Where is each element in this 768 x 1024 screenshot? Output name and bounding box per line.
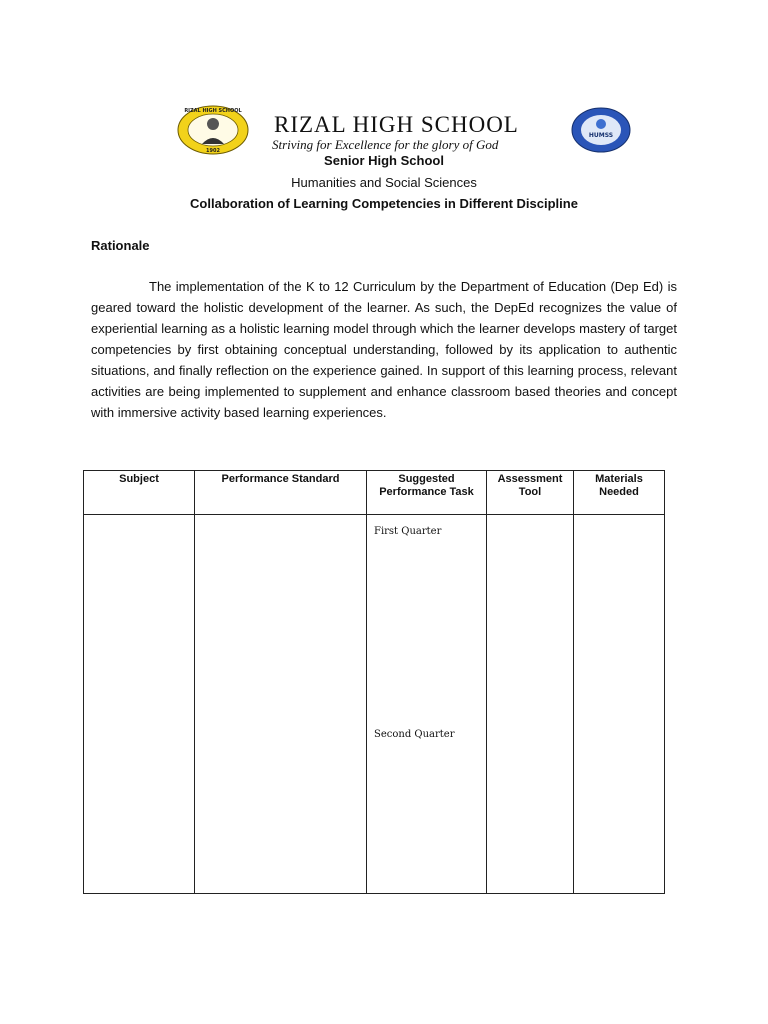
cell-materials-needed[interactable] (574, 515, 665, 894)
svg-text:RIZAL HIGH SCHOOL: RIZAL HIGH SCHOOL (184, 108, 242, 114)
second-quarter-label: Second Quarter (374, 729, 455, 740)
header-materials-needed: Materials Needed (574, 471, 665, 515)
table-row (84, 515, 665, 894)
table-header-row (84, 471, 665, 515)
division-title: Senior High School (324, 153, 444, 168)
school-name: RIZAL HIGH SCHOOL (274, 112, 519, 137)
svg-text:HUMSS: HUMSS (588, 132, 614, 139)
cell-performance-standard[interactable] (195, 515, 367, 894)
first-quarter-label: First Quarter (374, 526, 442, 537)
header-performance-standard: Performance Standard (195, 471, 367, 515)
document-header (0, 100, 768, 160)
header-subject: Subject (84, 471, 195, 515)
svg-text:1902: 1902 (206, 148, 220, 154)
document-title: Collaboration of Learning Competencies in Different Discipline (190, 196, 578, 211)
strand-title: Humanities and Social Sciences (291, 175, 477, 190)
school-seal-icon (176, 104, 250, 156)
humss-seal-icon (570, 106, 632, 154)
header-assessment-tool: Assessment Tool (487, 471, 574, 515)
competency-table (83, 470, 665, 894)
cell-subject[interactable] (84, 515, 195, 894)
header-suggested-task: Suggested Performance Task (367, 471, 487, 515)
cell-suggested-task[interactable] (367, 515, 487, 894)
cell-assessment-tool[interactable] (487, 515, 574, 894)
rationale-heading: Rationale (91, 238, 150, 253)
school-motto: Striving for Excellence for the glory of God (272, 137, 499, 152)
rationale-paragraph: The implementation of the K to 12 Curriculum by the Department of Education (Dep Ed) is geared toward the holistic development of the learner. As such, the DepEd recognizes the value of experiential learning as a holistic learning model through which the learner develops mastery of target competencies by first obtaining conceptual understanding, followed by its application to authentic situations, and finally reflection on the experience gained. In support of this learning process, relevant activities are being implemented to supplement and enhance classroom based theories and concept with immersive activity based learning experiences. (91, 279, 677, 420)
